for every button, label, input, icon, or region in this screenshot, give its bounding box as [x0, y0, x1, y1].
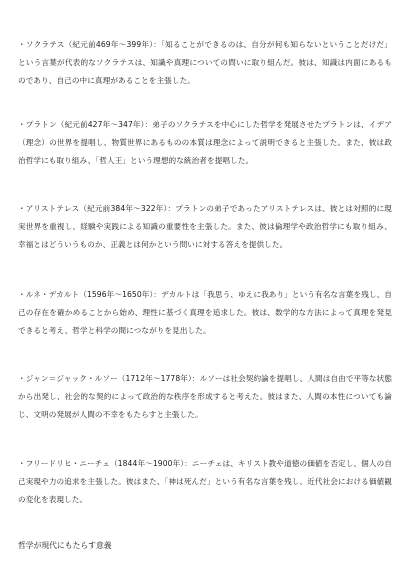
philosopher-entry-rousseau: ・ジャン＝ジャック・ルソー（1712年〜1778年）：ルソーは社会契約論を提唱し、人間は自由で平等な状態から出発し、社会的な契約によって政治的な秩序を形成すると考えた。彼はまた、人間の本性についても論じ、文明の発展が人間の不幸をもたらすと主張した。 [18, 374, 392, 419]
section-heading: 哲学が現代にもたらす意義 [18, 541, 112, 550]
philosopher-entry-plato: ・プラトン（紀元前427年〜347年）：弟子のソクラテスを中心にした哲学を発展させたプラトンは、イデア（理念）の世界を提唱し、物質世界にあるものの本質は理念によって説明できると主張した。また、彼は政治哲学にも取り組み、「哲人王」という理想的な統治者を提唱した。 [18, 120, 392, 165]
philosopher-entry-socrates: ・ソクラテス（紀元前469年〜399年）：「知ることができるのは、自分が何も知らないということだけだ」という言葉が代表的なソクラテスは、知識や真理についての問いに取り組んだ。彼は、知識は内面にあるものであり、自己の中に真理があることを主張した。 [18, 40, 392, 85]
philosopher-entry-descartes: ・ルネ・デカルト（1596年〜1650年）：デカルトは「我思う、ゆえに我あり」という有名な言葉を残し、自己の存在を確かめることから始め、理性に基づく真理を追求した。彼は、数学的な方法によって真理を発見できると考え、哲学と科学の間につながりを見出した。 [18, 290, 392, 335]
philosopher-entry-aristotle: ・アリストテレス（紀元前384年〜322年）：プラトンの弟子であったアリストテレスは、彼とは対照的に現実世界を重視し、経験や実践による知識の重要性を主張した。また、彼は倫理学や政治哲学にも取り組み、幸福とはどういうものか、正義とは何かという問いに対する答えを提供した。 [18, 204, 392, 249]
philosopher-entry-nietzsche: ・フリードリヒ・ニーチェ（1844年〜1900年）：ニーチェは、キリスト教や道徳の価値を否定し、個人の自己実現や力の追求を主張した。彼はまた、「神は死んだ」という有名な言葉を残し、近代社会における価値観の変化を表現した。 [18, 459, 392, 504]
